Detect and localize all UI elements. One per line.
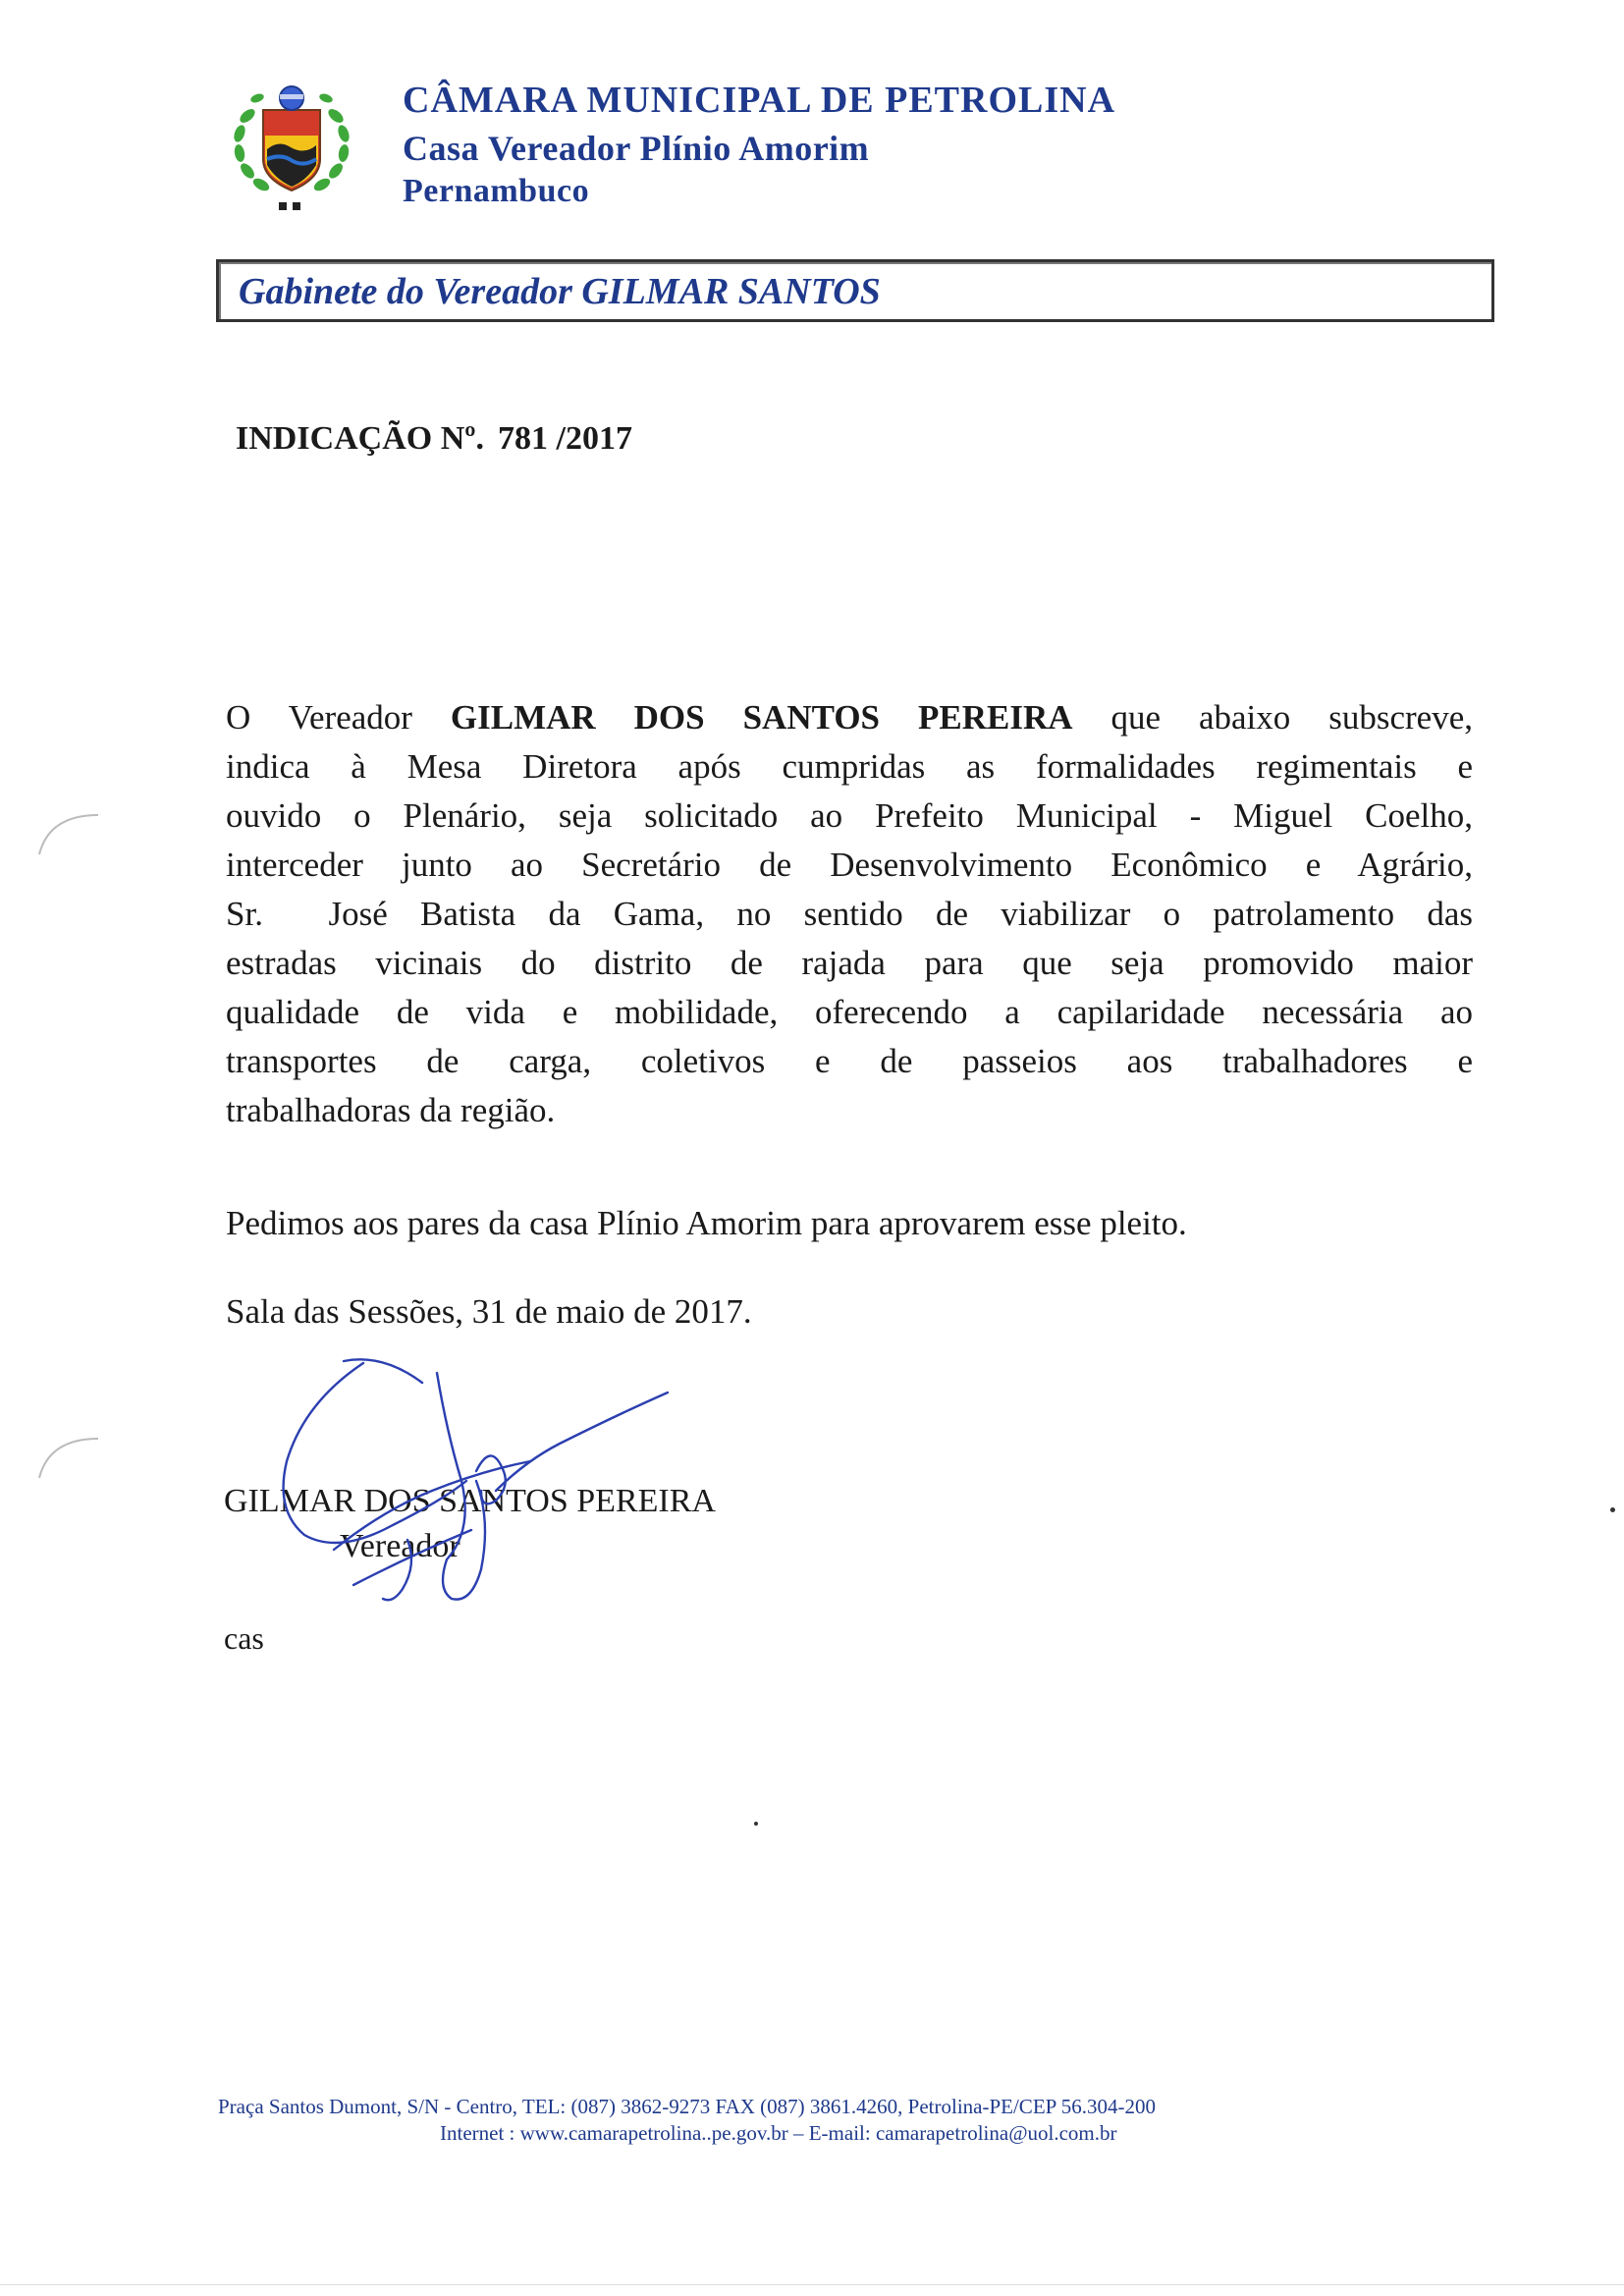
session-date: Sala das Sessões, 31 de maio de 2017. [226, 1292, 752, 1331]
body-line: transportes de carga, coletivos e de passeios aos trabalhadores e [226, 1042, 1473, 1080]
body-line: indica à Mesa Diretora após cumpridas as formalidades regimentais e [226, 747, 1473, 786]
body-line: ouvido o Plenário, seja solicitado ao Prefeito Municipal - Miguel Coelho, [226, 796, 1473, 835]
councilor-name: GILMAR DOS SANTOS PEREIRA [450, 698, 1073, 737]
house-name: Casa Vereador Plínio Amorim [403, 129, 870, 168]
body-line-intro: O Vereador [226, 698, 412, 737]
scan-artifact-arc [29, 1429, 108, 1488]
signatory-name: GILMAR DOS SANTOS PEREIRA [224, 1483, 716, 1519]
body-line: interceder junto ao Secretário de Desenvolvimento Econômico e Agrário, [226, 846, 1473, 884]
typist-initials: cas [224, 1620, 264, 1656]
document-number [236, 420, 632, 458]
document-type: INDICAÇÃO Nº. [236, 420, 485, 457]
scan-speck [754, 1822, 758, 1826]
office-label: Gabinete do Vereador GILMAR SANTOS [239, 271, 881, 312]
body-line: Sr. José Batista da Gama, no sentido de viabilizar o patrolamento das [226, 895, 1473, 933]
request-line: Pedimos aos pares da casa Plínio Amorim para aprovarem esse pleito. [226, 1204, 1187, 1242]
body-paragraph [226, 693, 1473, 1135]
handwritten-signature [245, 1353, 707, 1618]
scan-artifact-arc [29, 805, 108, 864]
document-number-value: 781 /2017 [498, 420, 632, 457]
signatory-role: Vereador [340, 1528, 460, 1564]
body-line: qualidade de vida e mobilidade, oferecendo a capilaridade necessária ao [226, 993, 1473, 1031]
footer-contacts: Internet : www.camarapetrolina..pe.gov.br – E-mail: camarapetrolina@uol.com.br [440, 2121, 1117, 2145]
footer-address: Praça Santos Dumont, S/N - Centro, TEL: (087) 3862-9273 FAX (087) 3861.4260, Petrolina-PE/CEP 56.304-200 [218, 2095, 1157, 2118]
office-box [216, 259, 1494, 322]
scan-speck [1610, 1507, 1615, 1512]
scan-edge-line [0, 2284, 1624, 2285]
body-line-rest: que abaixo subscreve, [1110, 698, 1473, 737]
chamber-name: CÂMARA MUNICIPAL DE PETROLINA [403, 80, 1116, 121]
municipal-crest-icon [228, 77, 355, 214]
body-line: estradas vicinais do distrito de rajada para que seja promovido maior [226, 944, 1473, 982]
body-line: trabalhadoras da região. [226, 1091, 556, 1129]
state-name: Pernambuco [403, 173, 590, 209]
body-line [226, 693, 1473, 742]
